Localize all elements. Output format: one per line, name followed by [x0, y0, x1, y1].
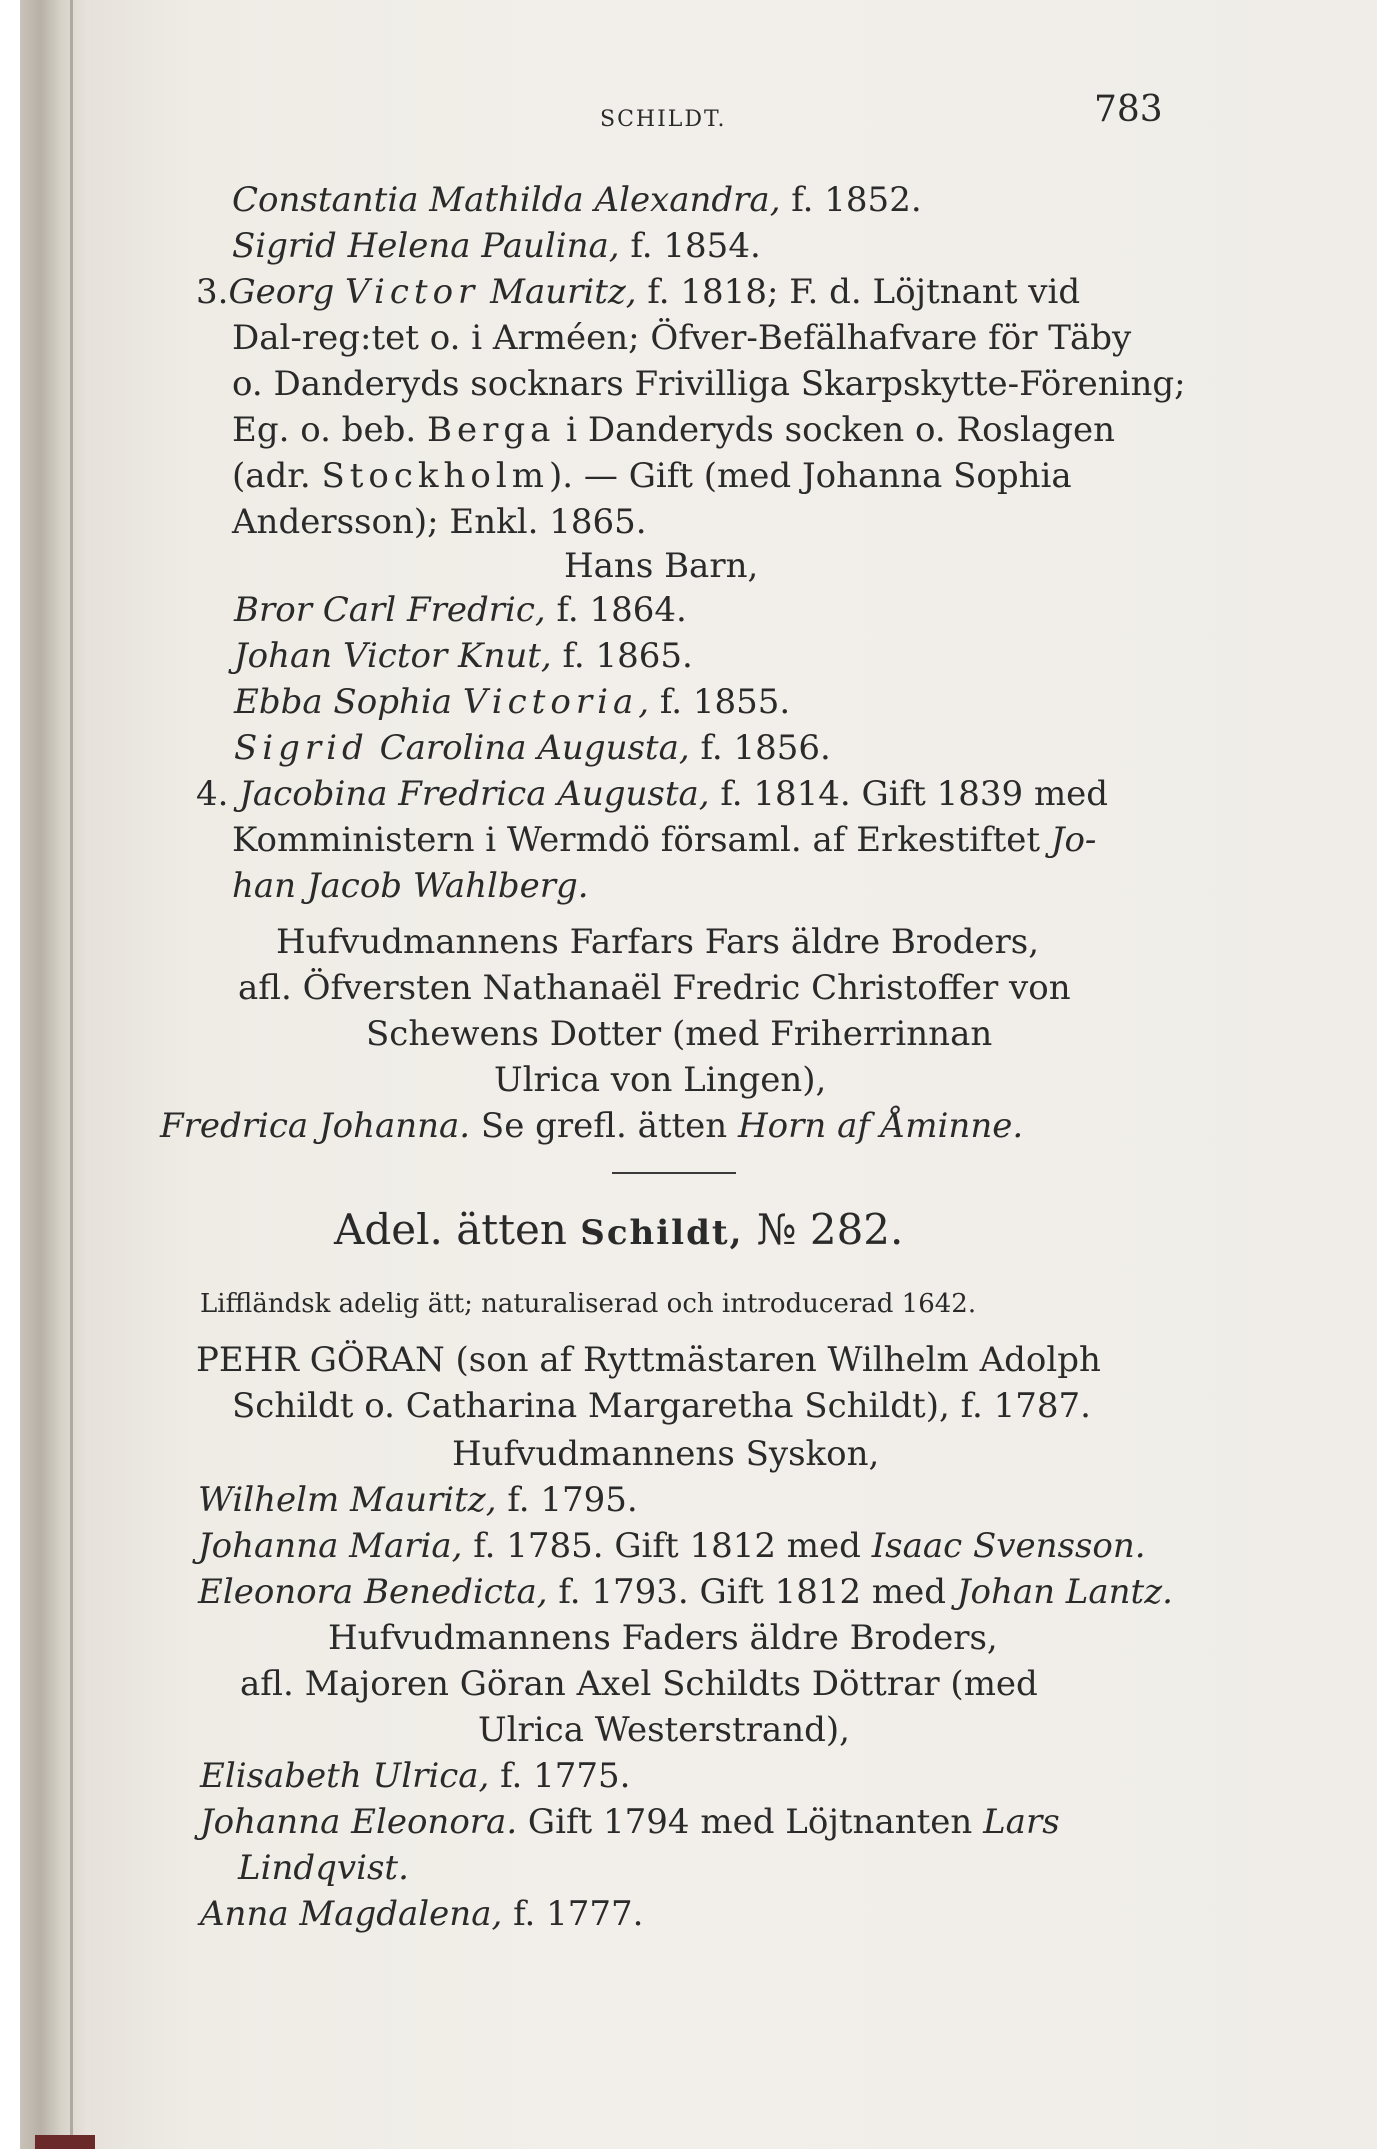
- entry-text: f. 1793. Gift 1812 med: [547, 1572, 947, 1612]
- family-name: Horn af Åminne.: [727, 1106, 1024, 1146]
- entry-text: f. 1852.: [780, 180, 922, 220]
- entry-text: Gift 1794 med Löjtnanten: [517, 1802, 973, 1842]
- entry-text: f. 1865.: [551, 636, 693, 676]
- punctuation: ,: [638, 682, 650, 722]
- entry-text: f. 1864.: [545, 590, 687, 630]
- entry-line: [232, 454, 1072, 498]
- person-name-spaced: Victor: [345, 272, 480, 312]
- place-name-spaced: Berga: [426, 410, 556, 450]
- person-name-spaced: Sigrid: [234, 728, 369, 768]
- person-name: Mauritz,: [490, 272, 637, 312]
- entry-text: f. 1854.: [619, 226, 761, 266]
- person-name: Sigrid Helena Paulina,: [232, 226, 620, 266]
- spouse-name: Lars: [972, 1802, 1060, 1842]
- divider-rule: [612, 1172, 736, 1174]
- entry-text: ). — Gift (med Johanna Sophia: [549, 456, 1072, 496]
- entry-line: [232, 178, 922, 222]
- person-name: Georg: [228, 272, 335, 312]
- section-heading: Ulrica von Lingen),: [494, 1060, 827, 1100]
- spouse-name: Johan Lantz.: [946, 1572, 1173, 1612]
- person-name: Jo-: [1040, 820, 1097, 860]
- family-name-title: Schildt,: [580, 1213, 744, 1253]
- entry-line: [198, 1524, 1146, 1568]
- entry-text: Se grefl. ätten: [470, 1106, 728, 1146]
- person-name: Johan Victor Knut,: [234, 636, 552, 676]
- entry-line: [232, 408, 1115, 452]
- section-heading: Hufvudmannens Syskon,: [452, 1434, 880, 1474]
- person-name: Johanna Eleonora.: [200, 1802, 518, 1842]
- family-description: Liffländsk adelig ätt; naturaliserad och introducerad 1642.: [200, 1289, 977, 1319]
- entry-text: Komministern i Wermdö församl. af Erkestiftet: [232, 820, 1041, 860]
- entry-line: [234, 634, 693, 678]
- place-name-spaced: Stockholm: [321, 456, 549, 496]
- entry-line: [198, 1570, 1173, 1614]
- person-name: Jacobina Fredrica Augusta,: [239, 774, 710, 814]
- person-name: Ebba Sophia: [234, 682, 452, 722]
- person-name: Wilhelm Mauritz,: [198, 1480, 497, 1520]
- person-name: Anna Magdalena,: [200, 1894, 503, 1934]
- entry-line: [200, 1754, 630, 1798]
- section-heading: Hans Barn,: [564, 546, 759, 586]
- entry-number: 3.: [196, 272, 229, 312]
- entry-text: f. 1855.: [649, 682, 791, 722]
- entry-text: f. 1775.: [489, 1756, 631, 1796]
- section-heading: Hufvudmannens Faders äldre Broders,: [328, 1618, 998, 1658]
- running-title: SCHILDT.: [600, 107, 727, 132]
- title-number: № 282.: [756, 1205, 904, 1254]
- section-heading: Hufvudmannens Farfars Fars äldre Broders,: [276, 922, 1040, 962]
- entry-text: f. 1818; F. d. Löjtnant vid: [636, 272, 1081, 312]
- entry-text: f. 1856.: [689, 728, 831, 768]
- entry-line: PEHR GÖRAN (son af Ryttmästaren Wilhelm Adolph: [196, 1340, 1101, 1380]
- person-name: Elisabeth Ulrica,: [200, 1756, 490, 1796]
- person-name: Eleonora Benedicta,: [198, 1572, 548, 1612]
- entry-line: [234, 588, 687, 632]
- entry-line: Andersson); Enkl. 1865.: [232, 502, 647, 542]
- entry-line: [160, 1104, 1023, 1148]
- entry-line: o. Danderyds socknars Frivilliga Skarpskytte-Förening;: [232, 364, 1186, 404]
- entry-line: [234, 680, 790, 724]
- family-title: [334, 1205, 904, 1255]
- entry-text: f. 1814. Gift 1839 med: [709, 774, 1109, 814]
- entry-line: han Jacob Wahlberg.: [232, 866, 589, 906]
- person-name: Carolina Augusta,: [368, 728, 690, 768]
- entry-text: f. 1777.: [502, 1894, 644, 1934]
- person-name: Johanna Maria,: [198, 1526, 463, 1566]
- entry-line: [232, 224, 761, 268]
- person-name: Fredrica Johanna.: [160, 1106, 471, 1146]
- person-name: Bror Carl Fredric,: [234, 590, 546, 630]
- entry-line: Dal-reg:tet o. i Arméen; Öfver-Befälhafvare för Täby: [232, 318, 1132, 358]
- section-heading: Schewens Dotter (med Friherrinnan: [366, 1014, 993, 1054]
- entry-line: [198, 1478, 638, 1522]
- entry-line: [200, 1800, 1060, 1844]
- entry-text: i Danderyds socken o. Roslagen: [555, 410, 1115, 450]
- page-number: 783: [1094, 89, 1163, 130]
- entry-text: f. 1785. Gift 1812 med: [462, 1526, 861, 1566]
- entry-line: [232, 818, 1096, 862]
- person-name-spaced: Victoria: [462, 682, 639, 722]
- section-heading: Ulrica Westerstrand),: [478, 1710, 850, 1750]
- entry-line: Lindqvist.: [238, 1848, 409, 1888]
- title-prefix: Adel. ätten: [334, 1205, 567, 1254]
- spouse-name: Isaac Svensson.: [860, 1526, 1146, 1566]
- entry-line: [200, 1892, 643, 1936]
- section-heading: afl. Majoren Göran Axel Schildts Döttrar (med: [240, 1664, 1038, 1704]
- entry-text: f. 1795.: [496, 1480, 638, 1520]
- entry-line: [196, 772, 1108, 816]
- section-heading: afl. Öfversten Nathanaël Fredric Christoffer von: [238, 968, 1071, 1008]
- entry-line: [234, 726, 831, 770]
- entry-text: Eg. o. beb.: [232, 410, 417, 450]
- entry-line: [196, 270, 1080, 314]
- entry-number: 4.: [196, 774, 229, 814]
- person-name: Constantia Mathilda Alexandra,: [232, 180, 781, 220]
- entry-line: Schildt o. Catharina Margaretha Schildt), f. 1787.: [232, 1386, 1091, 1426]
- entry-text: (adr.: [232, 456, 311, 496]
